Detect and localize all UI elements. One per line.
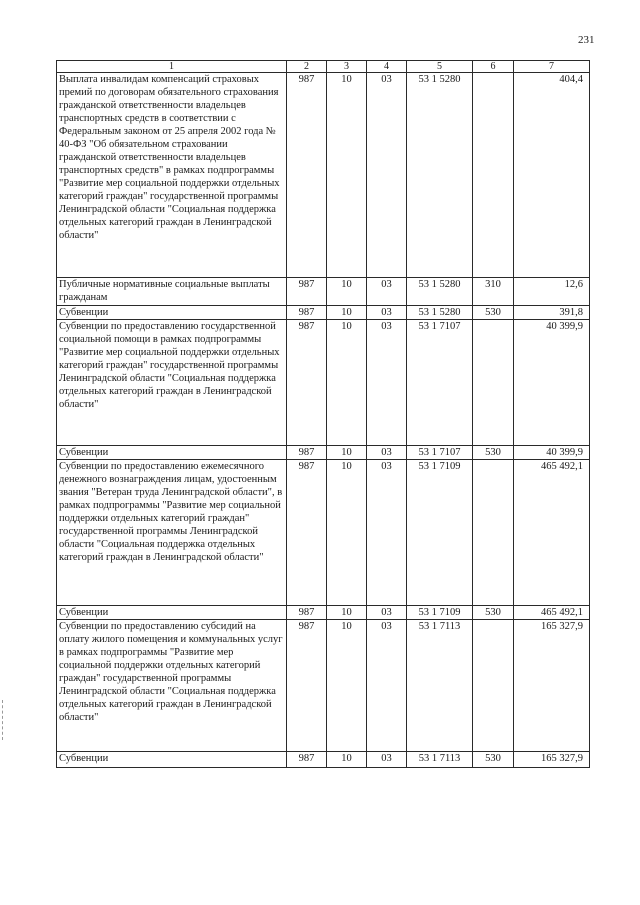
row-amount: 404,4 [514, 73, 590, 278]
header-col-1: 1 [57, 61, 287, 73]
row-cell: 987 [287, 752, 327, 768]
row-cell: 987 [287, 306, 327, 320]
row-description: Субвенции [57, 752, 287, 768]
row-cell: 530 [473, 446, 514, 460]
row-cell: 987 [287, 278, 327, 306]
row-cell: 10 [327, 620, 367, 752]
header-row [57, 61, 590, 73]
row-cell: 10 [327, 460, 367, 606]
row-cell: 530 [473, 752, 514, 768]
row-cell: 03 [367, 460, 407, 606]
row-cell: 10 [327, 278, 367, 306]
row-cell: 53 1 5280 [407, 73, 473, 278]
scan-edge-mark [2, 700, 5, 740]
row-cell: 03 [367, 306, 407, 320]
row-cell: 03 [367, 606, 407, 620]
row-cell: 987 [287, 73, 327, 278]
table-row [57, 73, 590, 278]
row-cell: 53 1 7109 [407, 606, 473, 620]
row-cell [473, 73, 514, 278]
budget-table [56, 60, 590, 768]
row-amount: 165 327,9 [514, 620, 590, 752]
row-cell [473, 620, 514, 752]
row-cell [473, 320, 514, 446]
row-cell: 53 1 7107 [407, 446, 473, 460]
row-description: Субвенции по предоставлению государственной социальной помощи в рамках подпрограммы "Развитие мер социальной поддержки отдельных категорий граждан" государственной программы Ленинградской области "Социальная поддержка отдельных категорий граждан в Ленинградской области" [57, 320, 287, 446]
row-cell: 53 1 5280 [407, 306, 473, 320]
table-row [57, 620, 590, 752]
row-amount: 12,6 [514, 278, 590, 306]
row-cell: 530 [473, 606, 514, 620]
row-description: Субвенции по предоставлению ежемесячного денежного вознаграждения лицам, удостоенным звания "Ветеран труда Ленинградской области", в рамках подпрограммы "Развитие мер социальной поддержки отдельных категорий граждан" государственной программы Ленинградской области "Социальная поддержка отдельных категорий граждан в Ленинградской области" [57, 460, 287, 606]
row-cell: 530 [473, 306, 514, 320]
row-cell: 53 1 5280 [407, 278, 473, 306]
row-amount: 391,8 [514, 306, 590, 320]
row-cell: 987 [287, 606, 327, 620]
header-col-4: 4 [367, 61, 407, 73]
row-amount: 40 399,9 [514, 446, 590, 460]
row-description: Субвенции [57, 446, 287, 460]
row-cell: 310 [473, 278, 514, 306]
table-row [57, 320, 590, 446]
row-cell: 03 [367, 620, 407, 752]
row-cell: 10 [327, 320, 367, 446]
row-cell: 03 [367, 320, 407, 446]
row-cell: 03 [367, 73, 407, 278]
row-description: Субвенции [57, 606, 287, 620]
row-cell: 10 [327, 306, 367, 320]
row-amount: 465 492,1 [514, 460, 590, 606]
row-description: Выплата инвалидам компенсаций страховых премий по договорам обязательного страхования гражданской ответственности владельцев транспортных средств в соответствии с Федеральным законом от 25 апреля 2002 года № 40-ФЗ "Об обязательном страховании гражданской ответственности владельцев транспортных средств" в рамках подпрограммы "Развитие мер социальной поддержки отдельных категорий граждан" государственной программы Ленинградской области "Социальная поддержка отдельных категорий граждан в Ленинградской области" [57, 73, 287, 278]
table-row [57, 278, 590, 306]
row-cell: 53 1 7113 [407, 752, 473, 768]
row-amount: 40 399,9 [514, 320, 590, 446]
table-row [57, 306, 590, 320]
row-cell: 53 1 7113 [407, 620, 473, 752]
header-col-6: 6 [473, 61, 514, 73]
row-cell: 987 [287, 446, 327, 460]
row-cell: 03 [367, 752, 407, 768]
page-number: 231 [578, 34, 595, 46]
row-cell: 987 [287, 320, 327, 446]
row-cell: 987 [287, 460, 327, 606]
table-row [57, 606, 590, 620]
header-col-7: 7 [514, 61, 590, 73]
table-row [57, 752, 590, 768]
row-cell: 03 [367, 446, 407, 460]
row-cell: 10 [327, 446, 367, 460]
row-cell: 53 1 7107 [407, 320, 473, 446]
row-description: Публичные нормативные социальные выплаты гражданам [57, 278, 287, 306]
header-col-5: 5 [407, 61, 473, 73]
row-cell: 03 [367, 278, 407, 306]
table-row [57, 446, 590, 460]
row-cell: 10 [327, 752, 367, 768]
row-cell: 53 1 7109 [407, 460, 473, 606]
header-col-3: 3 [327, 61, 367, 73]
row-description: Субвенции [57, 306, 287, 320]
header-col-2: 2 [287, 61, 327, 73]
row-cell: 10 [327, 73, 367, 278]
row-description: Субвенции по предоставлению субсидий на оплату жилого помещения и коммунальных услуг в рамках подпрограммы "Развитие мер социальной поддержки отдельных категорий граждан" государственной программы Ленинградской области "Социальная поддержка отдельных категорий граждан в Ленинградской области" [57, 620, 287, 752]
row-cell: 10 [327, 606, 367, 620]
row-amount: 465 492,1 [514, 606, 590, 620]
row-cell: 987 [287, 620, 327, 752]
table-row [57, 460, 590, 606]
row-amount: 165 327,9 [514, 752, 590, 768]
row-cell [473, 460, 514, 606]
